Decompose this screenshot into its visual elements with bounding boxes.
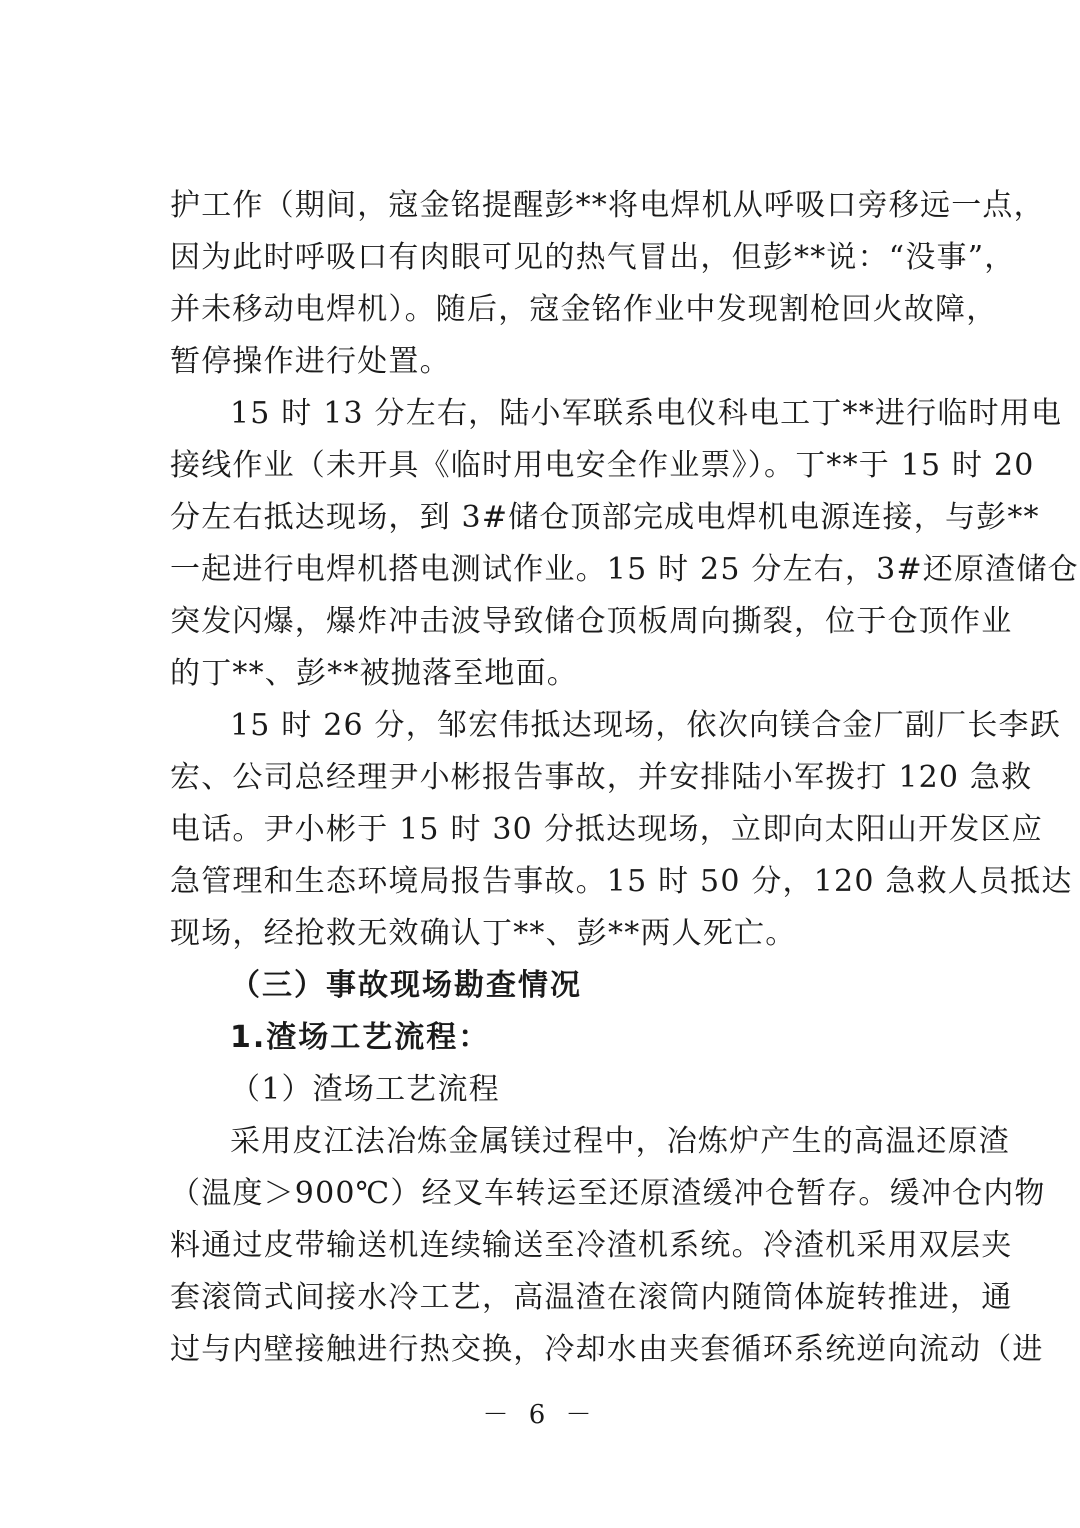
body-text-line: 过与内壁接触进行热交换，冷却水由夹套循环系统逆向流动（进 xyxy=(170,1332,1044,1367)
body-text-line: 突发闪爆，爆炸冲击波导致储仓顶板周向撕裂，位于仓顶作业 xyxy=(170,604,1013,639)
page-number: － 6 － xyxy=(482,1400,598,1430)
body-text-line: 急管理和生态环境局报告事故。15 时 50 分，120 急救人员抵达 xyxy=(170,864,1073,899)
paragraph-start-line: 15 时 26 分，邹宏伟抵达现场，依次向镁合金厂副厂长李跃 xyxy=(230,708,1061,743)
body-text-line: 套滚筒式间接水冷工艺，高温渣在滚筒内随筒体旋转推进，通 xyxy=(170,1280,1013,1315)
body-text-line: 暂停操作进行处置。 xyxy=(170,344,451,379)
item-heading: （1）渣场工艺流程 xyxy=(230,1072,500,1107)
body-text-line: 因为此时呼吸口有肉眼可见的热气冒出，但彭**说：“没事”， xyxy=(170,240,1016,275)
paragraph-start-line: 15 时 13 分左右，陆小军联系电仪科电工丁**进行临时用电 xyxy=(230,396,1063,431)
paragraph-start-line: 采用皮江法冶炼金属镁过程中，冶炼炉产生的高温还原渣 xyxy=(230,1124,1010,1159)
body-text-line: 护工作（期间，寇金铭提醒彭**将电焊机从呼吸口旁移远一点， xyxy=(170,188,1045,223)
body-text-line: 一起进行电焊机搭电测试作业。15 时 25 分左右，3#还原渣储仓 xyxy=(170,552,1079,587)
body-text-line: 分左右抵达现场，到 3#储仓顶部完成电焊机电源连接，与彭** xyxy=(170,500,1040,535)
body-text-line: 的丁**、彭**被抛落至地面。 xyxy=(170,656,578,691)
body-text-line: 并未移动电焊机）。随后，寇金铭作业中发现割枪回火故障， xyxy=(170,292,998,327)
subsection-heading: 1.渣场工艺流程： xyxy=(230,1020,491,1055)
section-heading: （三）事故现场勘查情况 xyxy=(230,968,582,1003)
body-text-line: 料通过皮带输送机连续输送至冷渣机系统。冷渣机采用双层夹 xyxy=(170,1228,1013,1263)
body-text-line: 电话。尹小彬于 15 时 30 分抵达现场，立即向太阳山开发区应 xyxy=(170,812,1043,847)
body-text-line: 现场，经抢救无效确认丁**、彭**两人死亡。 xyxy=(170,916,797,951)
body-text-line: 接线作业（未开具《临时用电安全作业票》）。丁**于 15 时 20 xyxy=(170,448,1035,483)
body-text-line: 宏、公司总经理尹小彬报告事故，并安排陆小军拨打 120 急救 xyxy=(170,760,1033,795)
body-text-line: （温度＞900℃）经叉车转运至还原渣缓冲仓暂存。缓冲仓内物 xyxy=(170,1176,1046,1211)
